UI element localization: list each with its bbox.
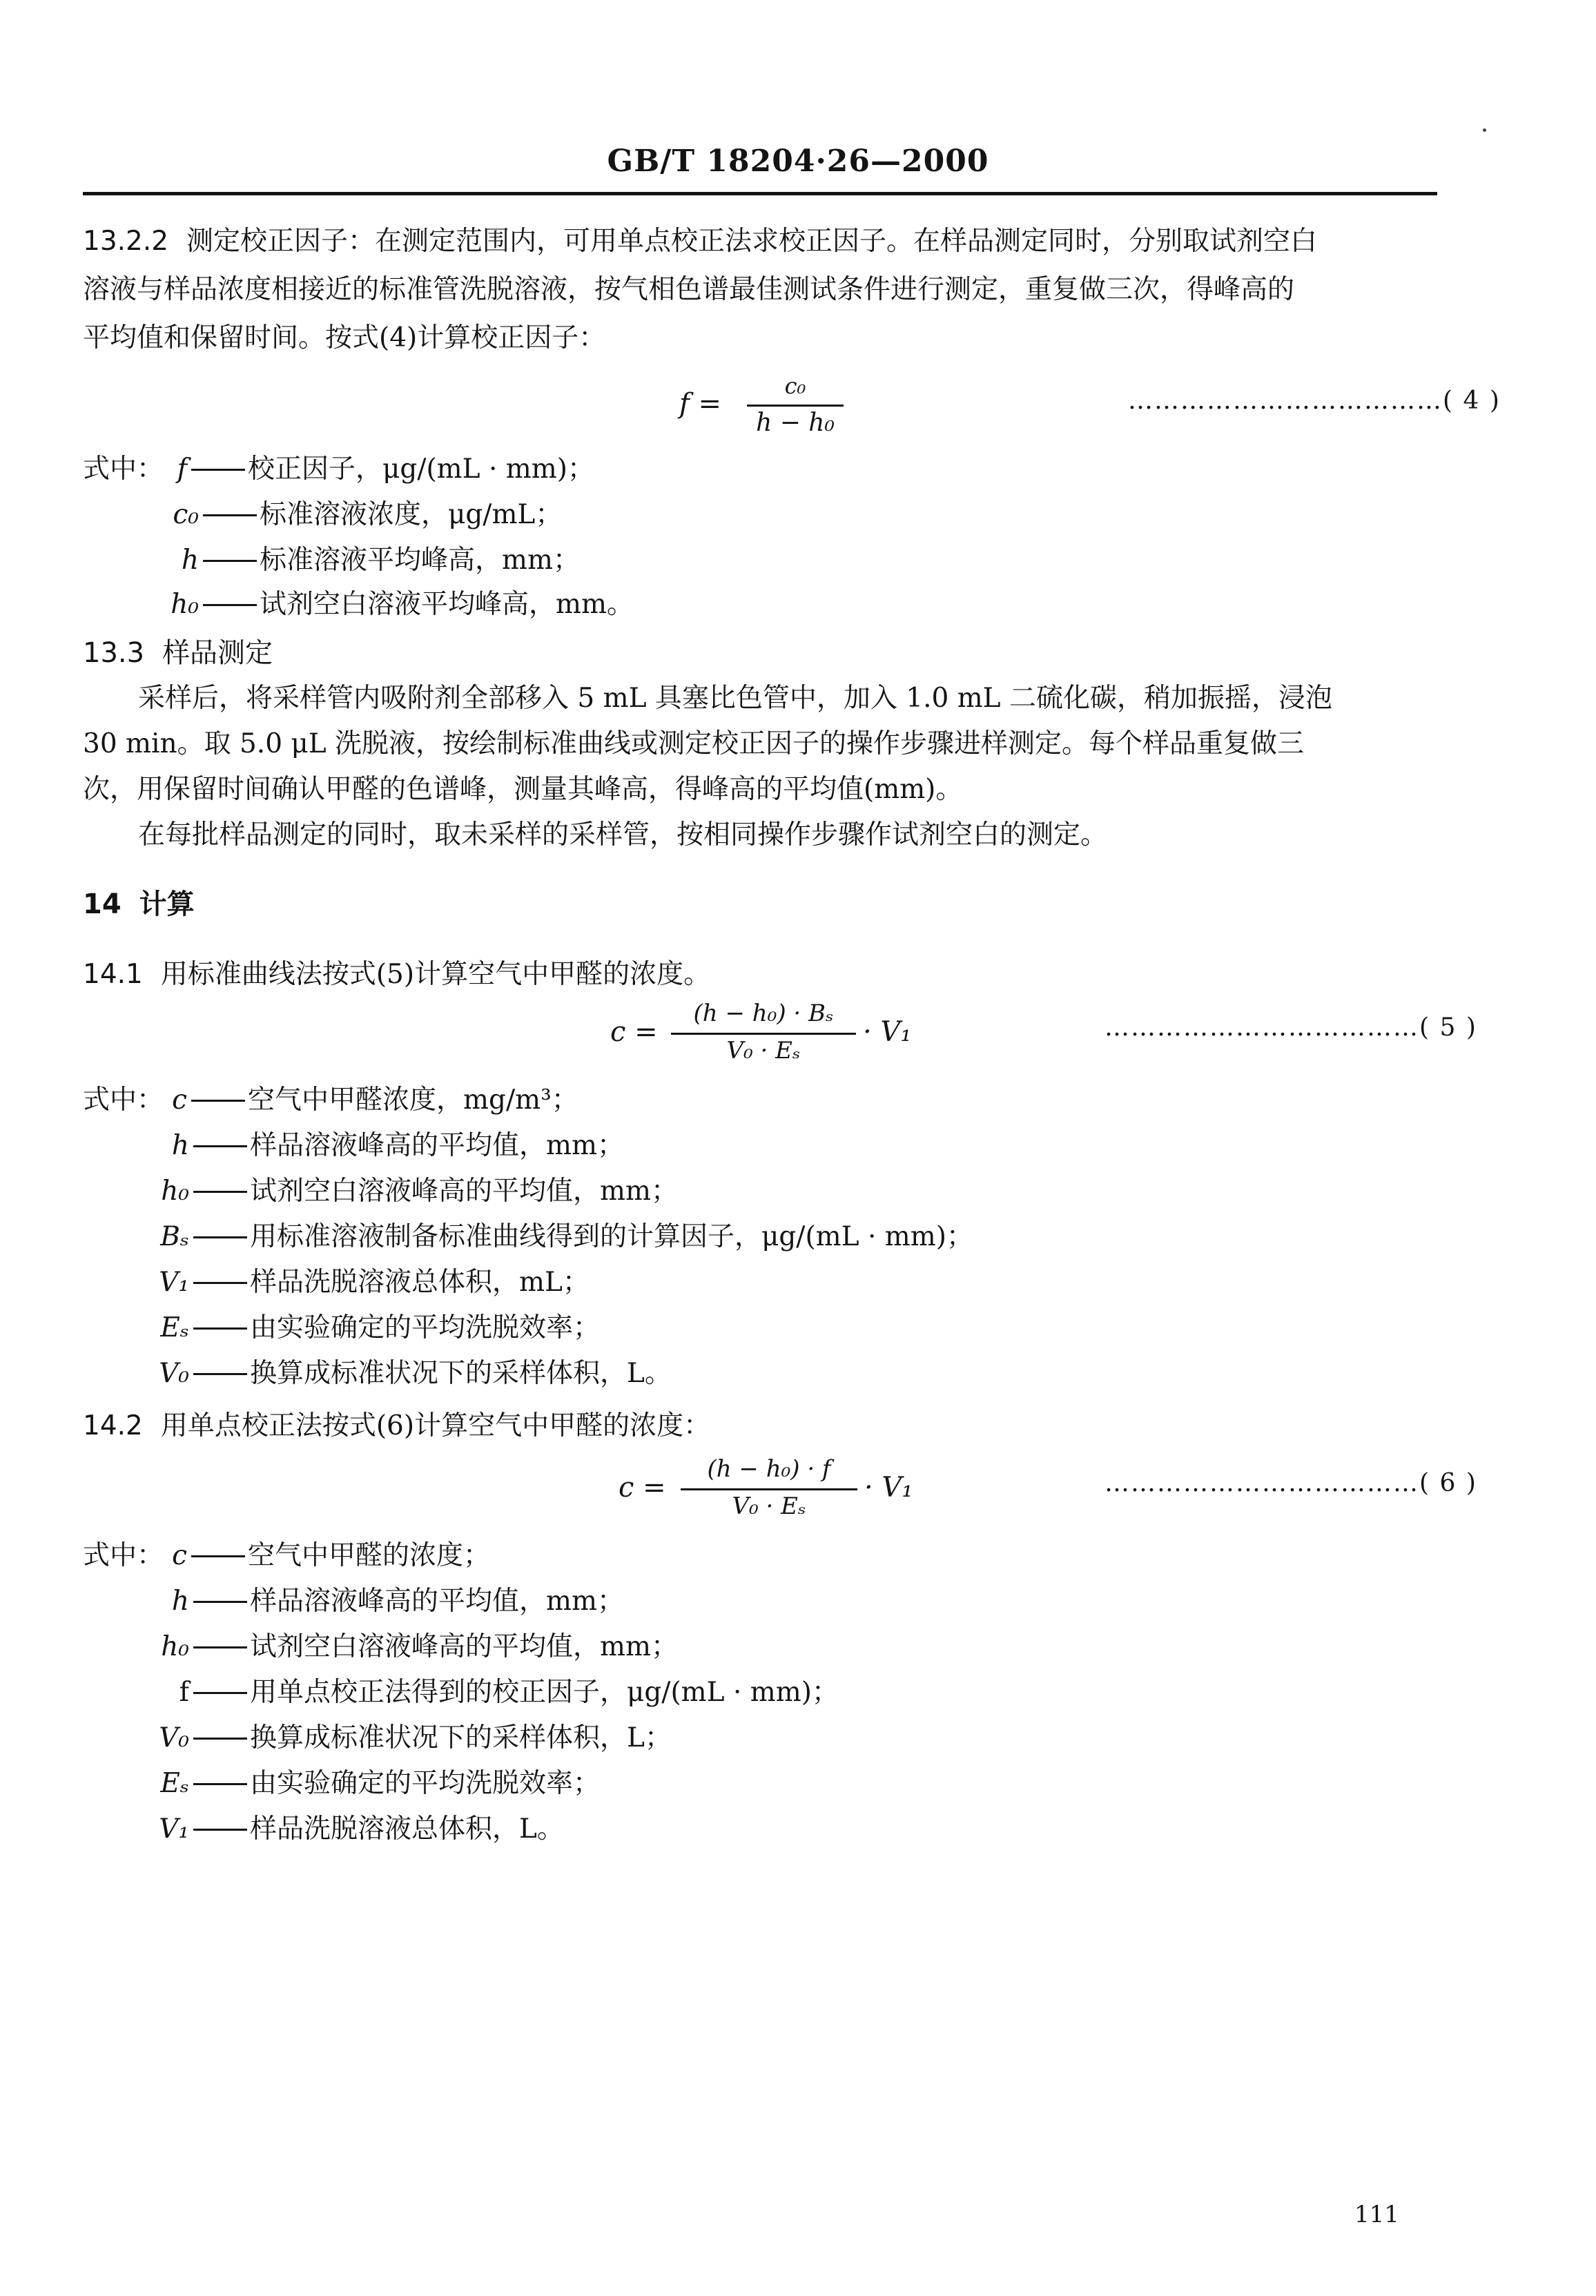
variable-definition (83, 1266, 590, 1299)
section-13-3-line-2: 30 min。取 5.0 μL 洗脱液，按绘制标准曲线或测定校正因子的操作步骤进样测定。每个样品重复做三 (83, 728, 1305, 759)
section-13-3-line-1: 采样后，将采样管内吸附剂全部移入 5 mL 具塞比色管中，加入 1.0 mL 二硫化碳，稍加振摇，浸泡 (138, 683, 1332, 714)
equation-number: ( 4 ) (1443, 387, 1501, 415)
equation-4-leader: ………………………………( 4 ) (1128, 387, 1501, 415)
variable-symbol: Eₛ (160, 1312, 189, 1343)
variable-symbol: h (171, 1130, 189, 1161)
definition-dash (193, 1191, 247, 1193)
section-13-3-heading (83, 636, 273, 670)
variable-description: 样品溶液峰高的平均值，mm； (250, 1586, 624, 1617)
equation-number: ( 5 ) (1419, 1013, 1477, 1042)
definition-dash (191, 1555, 245, 1557)
definition-dash (203, 560, 257, 562)
equation-lhs: c = (610, 1016, 658, 1048)
paragraph-text: 用单点校正法按式(6)计算空气中甲醛的浓度： (160, 1410, 711, 1441)
fraction-bar (747, 405, 844, 407)
equation-6-leader: ………………………………( 6 ) (1104, 1469, 1477, 1497)
variable-definition (83, 1631, 678, 1664)
variable-symbol: h (181, 545, 199, 576)
variable-description: 试剂空白溶液峰高的平均值，mm； (250, 1176, 678, 1207)
variable-definition (83, 1175, 678, 1208)
definition-dash (203, 514, 257, 516)
variable-symbol: Eₛ (160, 1768, 189, 1799)
equation-rhs: · V₁ (863, 1016, 912, 1048)
variable-definition (83, 1129, 624, 1162)
variable-symbol: c (172, 1084, 188, 1116)
variable-definition (83, 544, 580, 577)
equation-5-leader: ………………………………( 5 ) (1104, 1013, 1477, 1042)
header-rule (83, 192, 1437, 195)
fraction-denominator: V₀ · Eₛ (732, 1492, 806, 1520)
definition-dash (193, 1601, 247, 1603)
definition-dash (193, 1738, 247, 1740)
variable-description: 样品溶液峰高的平均值，mm； (250, 1130, 624, 1161)
definition-dash (193, 1236, 247, 1238)
variable-description: 标准溶液平均峰高，mm； (260, 545, 580, 576)
variable-definition (83, 1539, 490, 1573)
variable-symbol: f (177, 454, 188, 485)
section-13-3-paragraph-2: 在每批样品测定的同时，取未采样的采样管，按相同操作步骤作试剂空白的测定。 (138, 819, 1108, 850)
variable-description: 由实验确定的平均洗脱效率； (250, 1768, 601, 1799)
variable-symbol: V₀ (159, 1358, 189, 1389)
equation-4 (679, 373, 859, 442)
variable-definition (83, 1767, 600, 1800)
variable-symbol: h₀ (161, 1631, 189, 1662)
variable-description: 空气中甲醛浓度，mg/m³； (248, 1084, 578, 1116)
equation-lhs: c = (619, 1472, 666, 1504)
equation-5 (610, 1000, 935, 1069)
section-14-heading (83, 888, 195, 921)
definition-dash (193, 1692, 247, 1694)
variable-symbol: h₀ (161, 1176, 189, 1207)
where-prefix: 式中： (83, 1084, 164, 1116)
variable-description: 空气中甲醛的浓度； (248, 1540, 491, 1571)
section-14-2-line (83, 1410, 710, 1443)
fraction-denominator: h − h₀ (756, 409, 835, 437)
variable-symbol: V₀ (159, 1722, 189, 1753)
variable-definition (83, 498, 562, 532)
section-number: 14 (83, 888, 121, 920)
fraction-numerator: (h − h₀) · Bₛ (693, 1000, 834, 1027)
equation-fraction (671, 1000, 856, 1069)
fraction-numerator: c₀ (784, 373, 806, 399)
variable-description: 换算成标准状况下的采样体积，L。 (250, 1358, 672, 1389)
variable-description: 试剂空白溶液平均峰高，mm。 (260, 589, 634, 620)
scan-speck (1483, 128, 1486, 132)
section-13-2-2-line-3: 平均值和保留时间。按式(4)计算校正因子： (83, 322, 606, 353)
equation-6 (619, 1455, 936, 1524)
where-prefix: 式中： (83, 1540, 164, 1571)
variable-definition (83, 1357, 672, 1390)
variable-symbol: c₀ (173, 499, 199, 530)
definition-dash (193, 1829, 247, 1831)
page-number: 111 (1354, 2201, 1399, 2228)
variable-symbol: h (171, 1586, 189, 1617)
section-13-2-2-line-1 (83, 225, 1317, 258)
variable-definition (83, 1312, 600, 1345)
section-number: 14.2 (83, 1410, 143, 1441)
variable-description: 样品洗脱溶液总体积，mL； (250, 1267, 590, 1298)
fraction-bar (681, 1488, 857, 1490)
variable-description: 换算成标准状况下的采样体积，L； (250, 1722, 672, 1753)
running-header: GB/T 18204·26—2000 (607, 144, 989, 179)
section-number: 13.3 (83, 637, 145, 669)
variable-definition (83, 1220, 973, 1254)
section-number: 14.1 (83, 959, 143, 990)
variable-description: 标准溶液浓度，μg/mL； (260, 499, 563, 530)
variable-definition (83, 1676, 839, 1709)
section-number: 13.2.2 (83, 226, 169, 257)
paragraph-text: 用标准曲线法按式(5)计算空气中甲醛的浓度。 (160, 959, 711, 990)
variable-definition (83, 453, 594, 486)
variable-symbol: Bₛ (160, 1221, 189, 1252)
definition-dash (193, 1646, 247, 1648)
equation-fraction (681, 1455, 857, 1524)
section-13-2-2-line-2: 溶液与样品浓度相接近的标准管洗脱溶液，按气相色谱最佳测试条件进行测定，重复做三次，得峰高的 (83, 274, 1295, 305)
variable-description: 校正因子，μg/(mL · mm)； (248, 454, 594, 485)
variable-description: 样品洗脱溶液总体积，L。 (250, 1813, 564, 1845)
definition-dash (193, 1282, 247, 1284)
fraction-numerator: (h − h₀) · f (707, 1455, 831, 1483)
variable-definition (83, 1084, 578, 1117)
definition-dash (203, 604, 257, 606)
equation-fraction (747, 373, 844, 442)
where-prefix: 式中： (83, 454, 164, 485)
variable-description: 试剂空白溶液峰高的平均值，mm； (250, 1631, 678, 1662)
paragraph-text: 测定校正因子：在测定范围内，可用单点校正法求校正因子。在样品测定同时，分别取试剂空白 (186, 226, 1318, 257)
variable-description: 用单点校正法得到的校正因子，μg/(mL · mm)； (250, 1677, 839, 1708)
fraction-denominator: V₀ · Eₛ (726, 1037, 801, 1064)
definition-dash (193, 1783, 247, 1785)
section-14-1-line (83, 958, 710, 991)
equation-rhs: · V₁ (864, 1472, 913, 1504)
variable-symbol: f (179, 1677, 189, 1708)
variable-symbol: V₁ (159, 1267, 189, 1298)
variable-symbol: h₀ (171, 589, 199, 620)
definition-dash (193, 1145, 247, 1147)
variable-definition (83, 1585, 624, 1618)
section-13-3-line-3: 次，用保留时间确认甲醛的色谱峰，测量其峰高，得峰高的平均值(mm)。 (83, 774, 963, 805)
equation-lhs: f = (679, 388, 722, 420)
definition-dash (193, 1327, 247, 1330)
definition-dash (191, 469, 245, 471)
variable-description: 由实验确定的平均洗脱效率； (250, 1312, 601, 1343)
definition-dash (193, 1373, 247, 1375)
variable-definition (83, 1722, 672, 1755)
variable-symbol: V₁ (159, 1813, 189, 1845)
variable-symbol: c (172, 1540, 188, 1571)
equation-number: ( 6 ) (1419, 1469, 1477, 1497)
variable-definition (83, 1813, 564, 1846)
variable-definition (83, 588, 634, 621)
section-title: 样品测定 (162, 637, 273, 669)
section-title: 计算 (139, 888, 195, 920)
fraction-bar (671, 1033, 856, 1035)
definition-dash (191, 1100, 245, 1102)
variable-description: 用标准溶液制备标准曲线得到的计算因子，μg/(mL · mm)； (250, 1221, 973, 1252)
